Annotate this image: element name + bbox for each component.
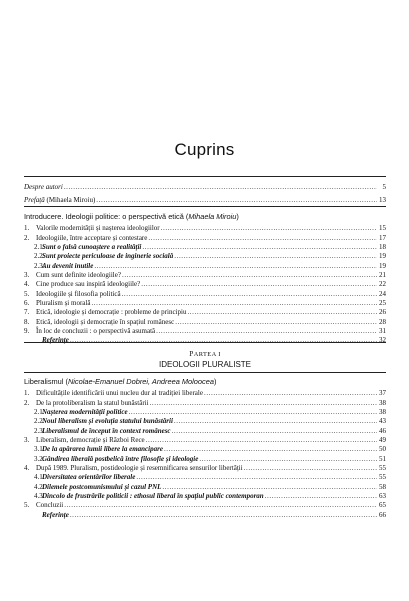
toc-entry-number: 6.: [24, 299, 30, 308]
toc-entry[interactable]: [24, 271, 386, 280]
toc-entry-title: Referințe: [42, 336, 69, 345]
toc-page-number: 49: [379, 436, 386, 445]
toc-entry-title: [24, 196, 95, 205]
leader-dots: [162, 483, 377, 492]
section-title: Liberalismul: [24, 377, 64, 386]
toc-page-number: 66: [379, 510, 386, 519]
toc-entry[interactable]: [24, 408, 386, 417]
toc-entry-title: Ideologiile, între acceptare și contestare: [36, 233, 148, 242]
toc-entry-title: Cum sunt definite ideologiile?: [36, 271, 121, 280]
page-title: Cuprins: [174, 140, 235, 159]
toc-page-number: 55: [379, 473, 386, 482]
toc-page-number: 46: [379, 426, 386, 435]
leader-dots: [174, 252, 377, 261]
toc-entry-title: Valorile modernității și nașterea ideologiilor: [36, 224, 160, 233]
toc-entry-number: 2.2.: [34, 417, 45, 426]
toc-entry-number: 3.1.: [34, 445, 45, 454]
section-author: Mihaela Miroiu: [188, 212, 237, 221]
toc-entry-title: În loc de concluzii : o perspectivă asumată: [36, 327, 156, 336]
part-label: PARTEA I: [189, 349, 221, 358]
toc-entry-number: 7.: [24, 308, 30, 317]
section-heading-liberalismul: Liberalismul (Nicolae-Emanuel Dobrei, Andreea Moloocea): [24, 377, 217, 386]
toc-entry-title: Sunt o falsă cunoaștere a realității: [42, 243, 142, 252]
toc-page-number: 24: [379, 289, 386, 298]
toc-entry-number: 2.1.: [34, 243, 45, 252]
toc-entry[interactable]: [24, 327, 386, 336]
top-rule: [24, 176, 386, 177]
leader-dots: [161, 224, 377, 233]
toc-entry[interactable]: [24, 234, 386, 243]
toc-page-number: 38: [379, 398, 386, 407]
toc-entry[interactable]: [24, 483, 386, 492]
toc-entry-number: 2.2.: [34, 252, 45, 261]
toc-page-number: 37: [379, 389, 386, 398]
section-rule: [24, 206, 386, 207]
toc-page-number: 38: [379, 408, 386, 417]
toc-entry[interactable]: [24, 252, 386, 261]
toc-entry-title: Sunt proiecte periculoase de inginerie socială: [42, 252, 174, 261]
toc-entry-number: 4.1.: [34, 473, 45, 482]
section-title: Introducere. Ideologii politice: o perspectivă etică: [24, 212, 184, 221]
toc-entry-number: 1.: [24, 224, 30, 233]
toc-introduction: [24, 211, 386, 346]
leader-dots: [129, 408, 377, 417]
leader-dots: [64, 183, 377, 192]
toc-entry[interactable]: [24, 224, 386, 233]
leader-dots: [94, 262, 377, 271]
toc-entry-prefata[interactable]: [24, 196, 386, 205]
toc-entry-title: Cine produce sau inspiră ideologiile?: [36, 280, 141, 289]
toc-entry-title: Referințe: [42, 510, 69, 519]
toc-page-number: 63: [379, 492, 386, 501]
toc-entry[interactable]: [24, 280, 386, 289]
toc-entry[interactable]: [24, 299, 386, 308]
leader-dots: [265, 492, 377, 501]
leader-dots: [64, 501, 377, 510]
leader-dots: [187, 308, 377, 317]
toc-page-number: 18: [379, 243, 386, 252]
leader-dots: [146, 436, 377, 445]
leader-dots: [156, 327, 377, 336]
toc-entry-title: Au devenit inutile: [42, 261, 94, 270]
toc-entry-number: 2.3.: [34, 261, 45, 270]
toc-entry-title: Nașterea modernității politice: [42, 408, 128, 417]
toc-entry-number: 2.1.: [34, 408, 45, 417]
leader-dots: [172, 427, 377, 436]
toc-entry[interactable]: [24, 290, 386, 299]
toc-page-number: 51: [379, 454, 386, 463]
toc-entry[interactable]: [24, 417, 386, 426]
intro-entry-list: [24, 224, 386, 345]
toc-entry-number: 3.2.: [34, 454, 45, 463]
section-heading-introducere: Introducere. Ideologii politice: o perspectivă etică (Mihaela Miroiu): [24, 212, 239, 221]
toc-entry[interactable]: [24, 501, 386, 510]
toc-entry-title: Noul liberalism și evoluția statului bunăstării: [42, 417, 173, 426]
toc-page-number: 17: [379, 233, 386, 242]
toc-entry[interactable]: [24, 436, 386, 445]
leader-dots: [142, 243, 377, 252]
part-header: [24, 349, 386, 369]
leader-dots: [122, 271, 377, 280]
section-rule: [24, 342, 386, 343]
toc-entry[interactable]: [24, 455, 386, 464]
toc-entry-title: Despre autori: [24, 183, 63, 191]
toc-page-number: 50: [379, 445, 386, 454]
leader-dots: [175, 318, 377, 327]
toc-front-matter: [24, 183, 386, 206]
toc-entry-title: Liberalismul de început în context românesc: [42, 426, 171, 435]
toc-entry[interactable]: [24, 464, 386, 473]
toc-entry[interactable]: [24, 511, 386, 520]
toc-entry-title: Liberalism, democrație și Război Rece: [36, 436, 145, 445]
toc-page-number: 22: [379, 280, 386, 289]
toc-entry-title: Diversitatea orientărilor liberale: [42, 473, 136, 482]
leader-dots: [150, 399, 377, 408]
toc-entry-title: Pluralism și morală: [36, 299, 91, 308]
toc-entry-number: 1.: [24, 389, 30, 398]
toc-page-number: 31: [379, 327, 386, 336]
leader-dots: [174, 417, 377, 426]
toc-page-number: 58: [379, 482, 386, 491]
toc-entry-title: Dincolo de frustrările politicii : ethosul liberal în spațiul public contemporan: [42, 492, 264, 501]
toc-entry-number: 8.: [24, 317, 30, 326]
section-rule: [24, 372, 386, 373]
toc-entry-title: De la protoliberalism la statul bunăstării: [36, 398, 149, 407]
leader-dots: [122, 290, 377, 299]
toc-entry[interactable]: [24, 318, 386, 327]
toc-entry-number: 9.: [24, 327, 30, 336]
prefata-author: (Mihaela Miroiu): [44, 196, 96, 205]
toc-entry[interactable]: [24, 399, 386, 408]
leader-dots: [136, 473, 377, 482]
toc-entry-title: Dificultățile identificării unui nucleu dur al tradiției liberale: [36, 389, 203, 398]
toc-entry-number: 5.: [24, 289, 30, 298]
leader-dots: [244, 464, 377, 473]
leader-dots: [96, 196, 377, 205]
toc-entry-title: Dilemele postcomunismului și cazul PNL: [42, 482, 162, 491]
toc-page-number: 43: [379, 417, 386, 426]
leader-dots: [148, 234, 377, 243]
leader-dots: [91, 299, 377, 308]
toc-page-number: 13: [379, 196, 386, 205]
toc-entry[interactable]: [24, 427, 386, 436]
leader-dots: [204, 389, 377, 398]
leader-dots: [141, 280, 377, 289]
toc-entry-despre-autori[interactable]: [24, 183, 386, 192]
toc-page-number: 55: [379, 464, 386, 473]
toc-entry-title: Etică, ideologie și democrație : probleme de principiu: [36, 308, 187, 317]
toc-entry-title: Concluzii: [36, 501, 64, 510]
toc-entry-number: 4.: [24, 280, 30, 289]
toc-entry[interactable]: [24, 445, 386, 454]
leader-dots: [70, 511, 377, 520]
toc-entry[interactable]: [24, 389, 386, 398]
toc-page-number: 15: [379, 224, 386, 233]
toc-entry-number: 3.: [24, 436, 30, 445]
toc-entry-title: Ideologiile și filosofia politică: [36, 289, 121, 298]
toc-entry-number: 5.: [24, 501, 30, 510]
toc-page-number: 32: [379, 336, 386, 345]
toc-page-number: 21: [379, 271, 386, 280]
toc-entry-number: 3.: [24, 271, 30, 280]
leader-dots: [199, 455, 377, 464]
toc-page-number: 28: [379, 317, 386, 326]
leader-dots: [164, 445, 377, 454]
toc-entry-number: 2.: [24, 233, 30, 242]
toc-entry-number: 4.2.: [34, 482, 45, 491]
toc-page-number: 65: [379, 501, 386, 510]
toc-entry[interactable]: [24, 243, 386, 252]
toc-entry-title: Etică, ideologii și democrație în spațiul românesc: [36, 317, 175, 326]
toc-entry[interactable]: [24, 308, 386, 317]
toc-entry-number: 4.3.: [34, 492, 45, 501]
prefata-label: Prefață: [24, 196, 45, 205]
toc-entry[interactable]: [24, 492, 386, 501]
toc-entry-title: Gândirea liberală postbelică între filosofie și ideologie: [42, 454, 199, 463]
toc-page-number: 19: [379, 261, 386, 270]
toc-page-number: 19: [379, 252, 386, 261]
toc-entry-title: De la apărarea lumii libere la emancipare: [42, 445, 163, 454]
toc-entry[interactable]: [24, 262, 386, 271]
toc-entry-number: 4.: [24, 464, 30, 473]
toc-page-number: 5: [382, 183, 386, 191]
toc-page-number: 25: [379, 299, 386, 308]
liberal-entry-list: [24, 389, 386, 520]
part-title: IDEOLOGII PLURALISTE: [158, 360, 252, 369]
toc-entry-number: 2.3.: [34, 426, 45, 435]
toc-entry[interactable]: [24, 473, 386, 482]
toc-entry-title: După 1989. Pluralism, postideologie și resemnificarea sensurilor libertății: [36, 464, 243, 473]
section-author: Nicolae-Emanuel Dobrei, Andreea Moloocea: [67, 377, 214, 386]
toc-liberalism: [24, 376, 386, 520]
toc-entry-number: 2.: [24, 398, 30, 407]
toc-page-number: 26: [379, 308, 386, 317]
